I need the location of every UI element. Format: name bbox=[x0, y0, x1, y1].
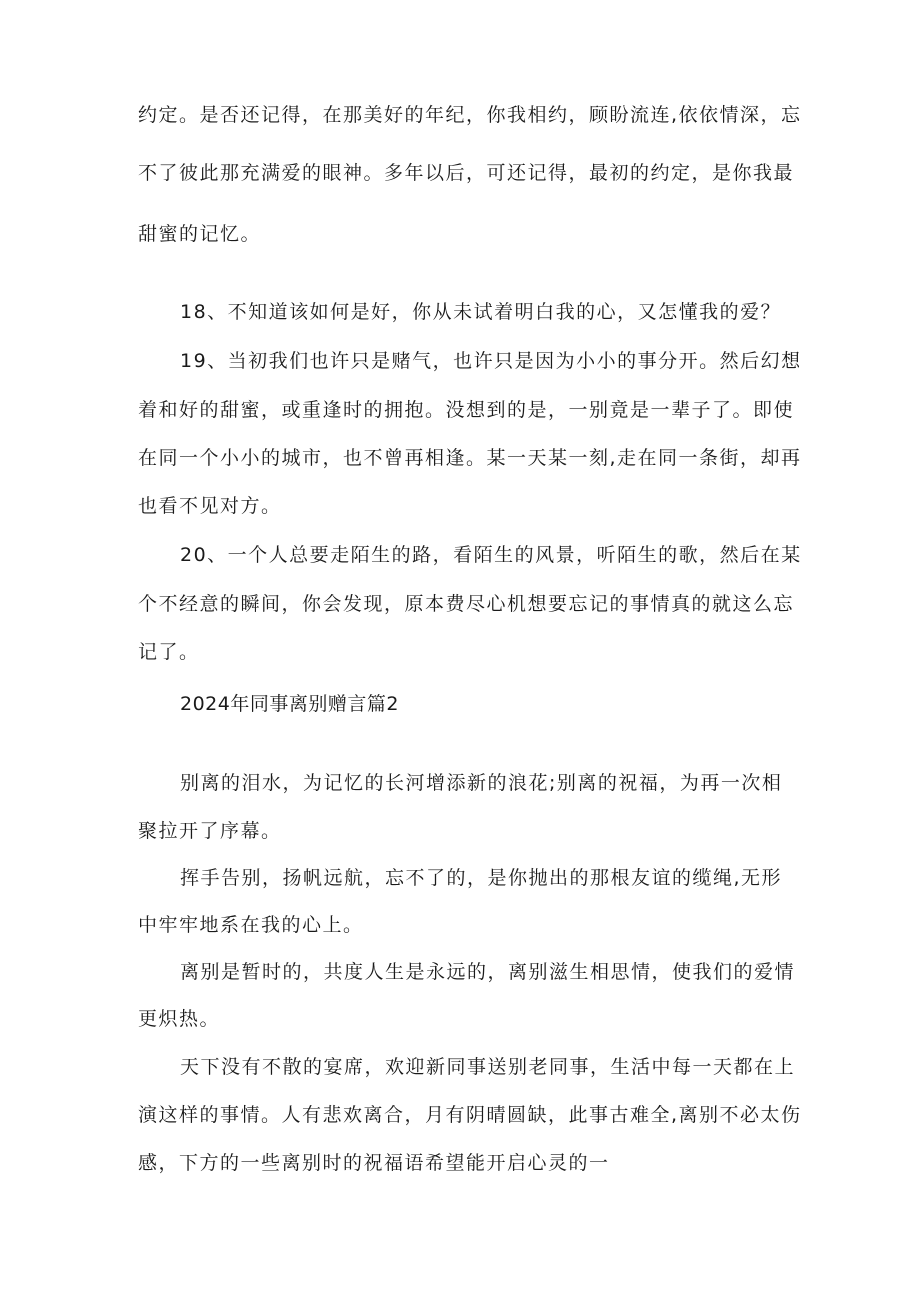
paragraph-line: 18、不知道该如何是好，你从未试着明白我的心，又怎懂我的爱？ bbox=[180, 301, 782, 323]
paragraph-line: 也看不见对方。 bbox=[138, 495, 282, 517]
paragraph-line: 演这样的事情。人有悲欢离合，月有阴晴圆缺，此事古难全,离别不必太伤 bbox=[138, 1104, 802, 1126]
paragraph-line: 甜蜜的记忆。 bbox=[138, 223, 262, 245]
paragraph-line: 19、当初我们也许只是赌气，也许只是因为小小的事分开。然后幻想 bbox=[180, 350, 802, 372]
paragraph-line: 个不经意的瞬间，你会发现，原本费尽心机想要忘记的事情真的就这么忘 bbox=[138, 593, 795, 615]
paragraph-line: 着和好的甜蜜，或重逢时的拥抱。没想到的是，一别竟是一辈子了。即使 bbox=[138, 399, 795, 421]
paragraph-line: 感，下方的一些离别时的祝福语希望能开启心灵的一 bbox=[138, 1152, 610, 1174]
paragraph-line: 记了。 bbox=[138, 641, 200, 663]
paragraph-line: 别离的泪水，为记忆的长河增添新的浪花;别离的祝福，为再一次相 bbox=[180, 772, 783, 794]
paragraph-line: 离别是暂时的，共度人生是永远的，离别滋生相思情，使我们的爱情 bbox=[180, 961, 796, 983]
paragraph-line: 挥手告别，扬帆远航，忘不了的，是你抛出的那根友谊的缆绳,无形 bbox=[180, 867, 783, 889]
paragraph-line: 更炽热。 bbox=[138, 1008, 221, 1030]
paragraph-line: 聚拉开了序幕。 bbox=[138, 820, 282, 842]
paragraph-line: 在同一个小小的城市，也不曾再相逢。某一天某一刻,走在同一条街，却再 bbox=[138, 447, 802, 469]
section-heading: 2024年同事离别赠言篇2 bbox=[180, 693, 399, 715]
paragraph-line: 约定。是否还记得，在那美好的年纪，你我相约，顾盼流连,依依情深，忘 bbox=[138, 104, 802, 126]
paragraph-line: 20、一个人总要走陌生的路，看陌生的风景，听陌生的歌，然后在某 bbox=[180, 544, 802, 566]
paragraph-line: 中牢牢地系在我的心上。 bbox=[138, 914, 364, 936]
paragraph-line: 不了彼此那充满爱的眼神。多年以后，可还记得，最初的约定，是你我最 bbox=[138, 162, 795, 184]
paragraph-line: 天下没有不散的宴席，欢迎新同事送别老同事，生活中每一天都在上 bbox=[180, 1056, 796, 1078]
